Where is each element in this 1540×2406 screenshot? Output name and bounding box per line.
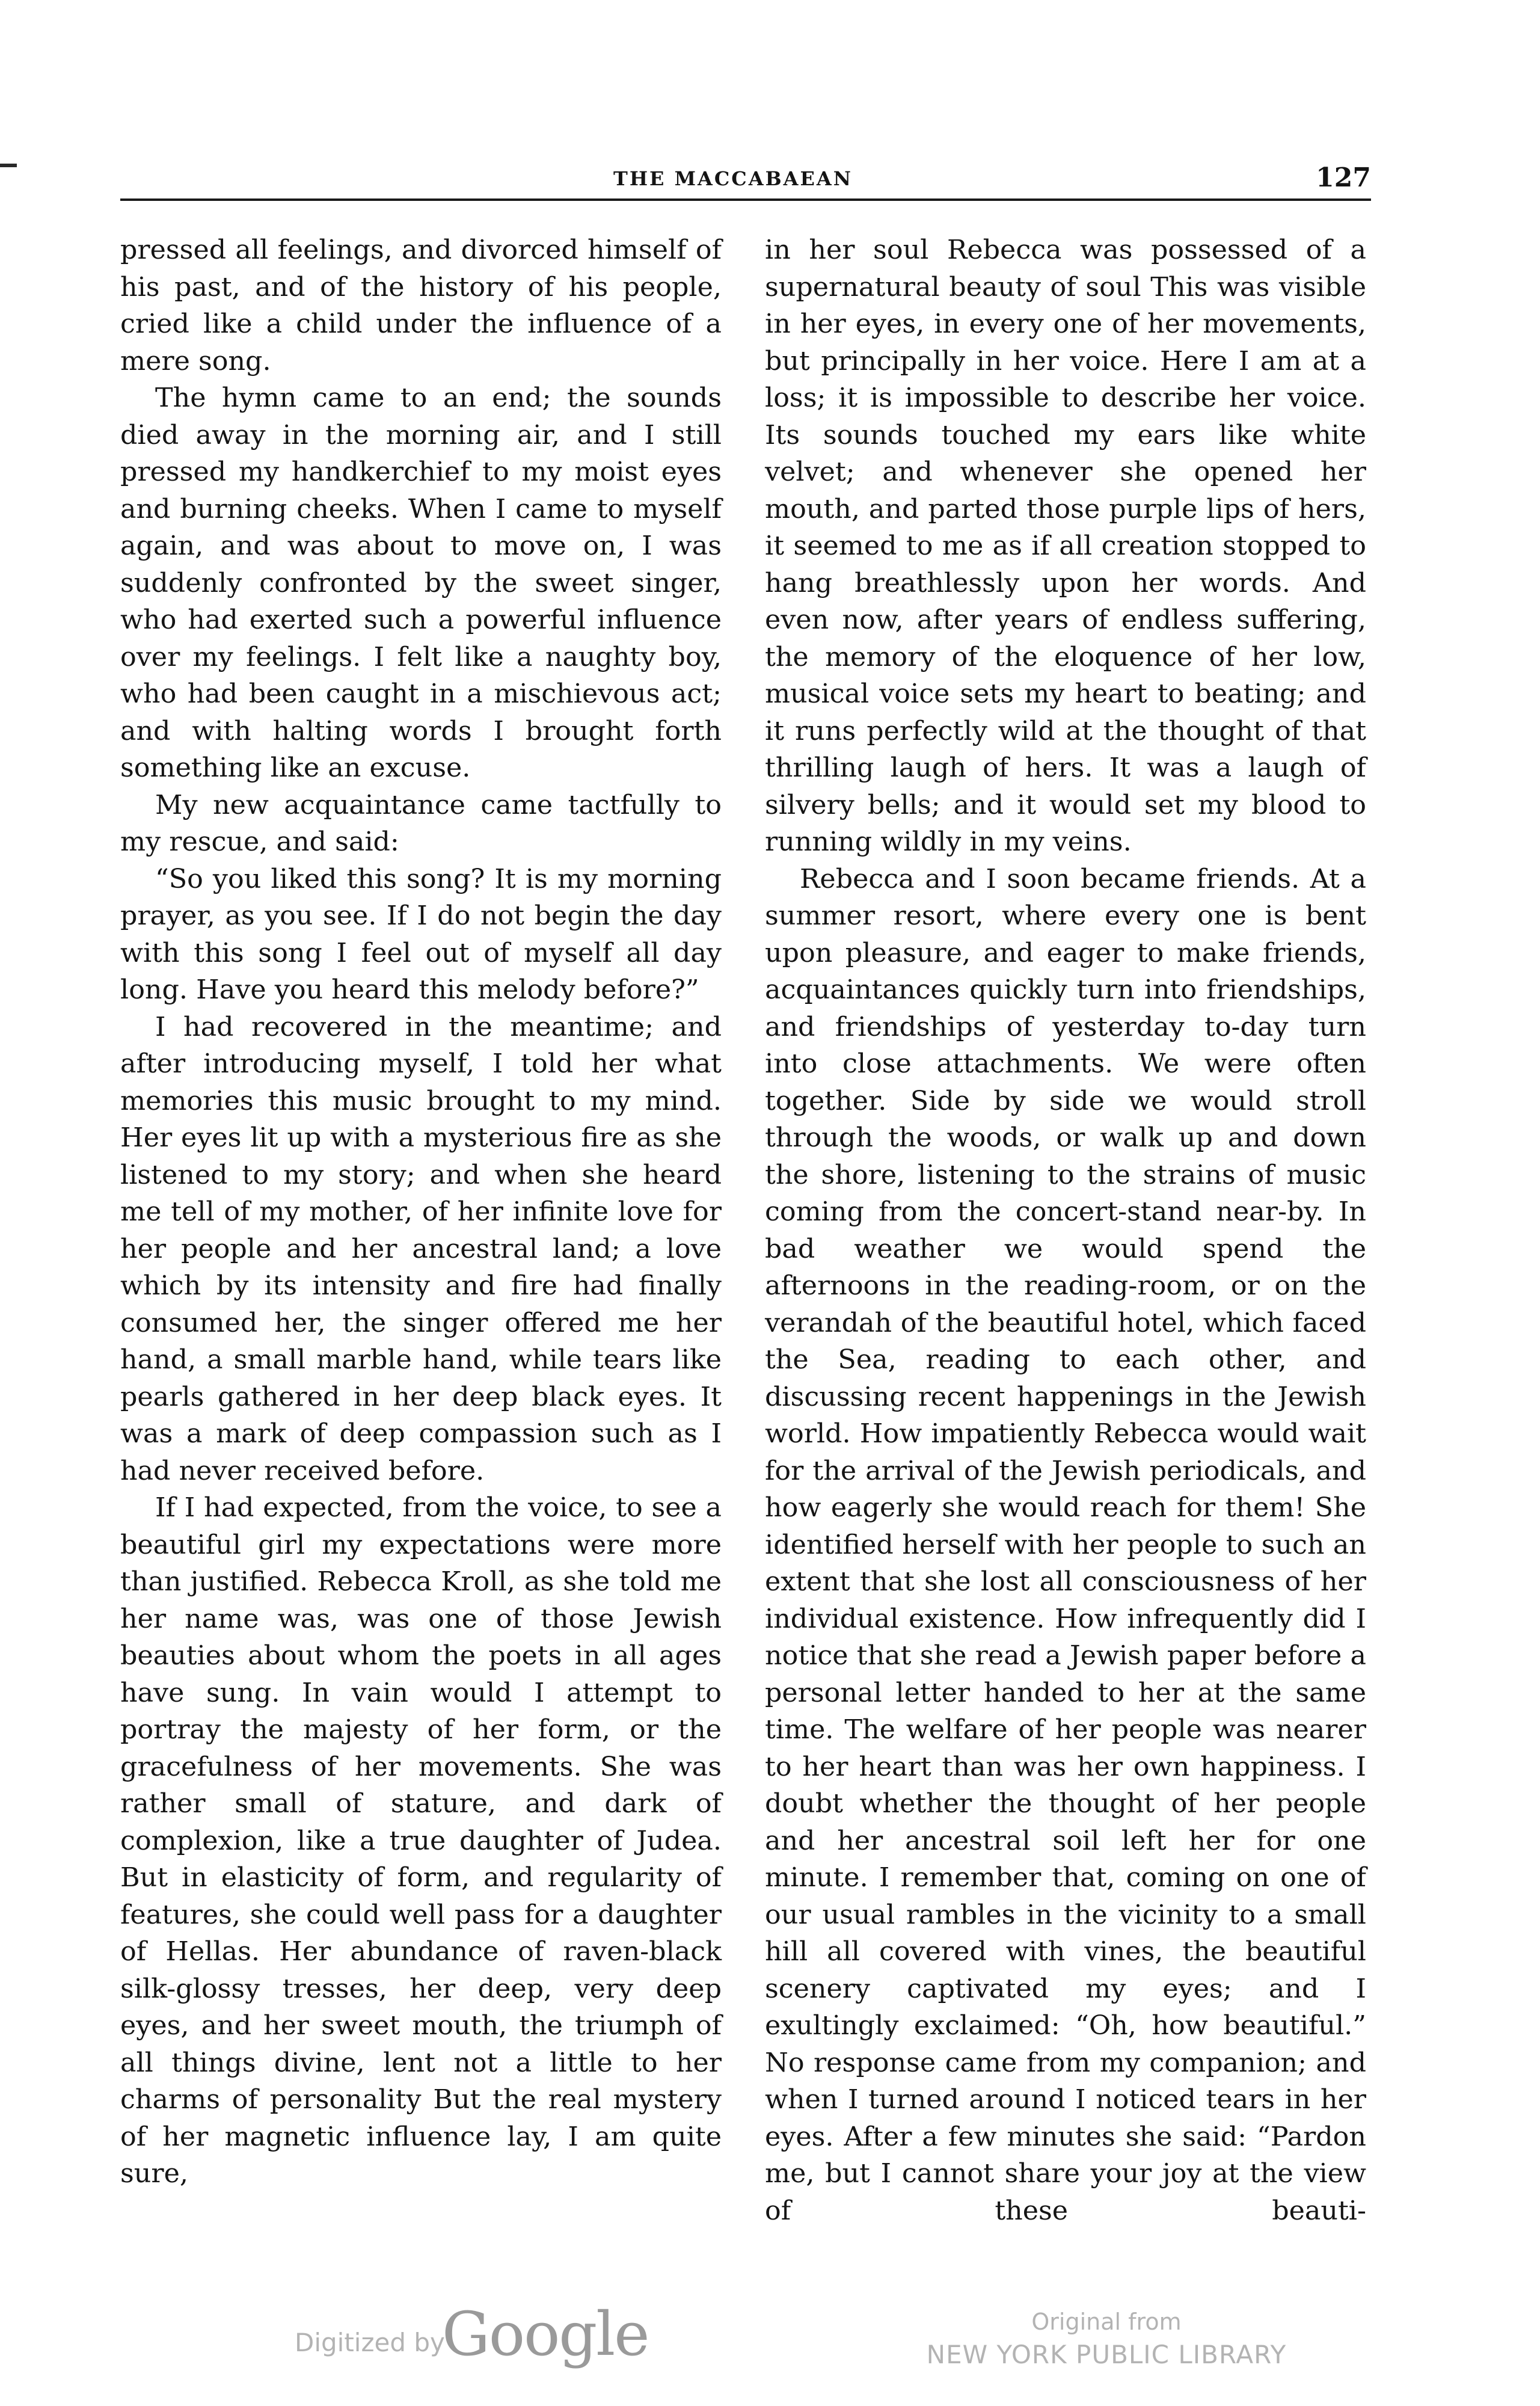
journal-title: THE MACCABAEAN [613,167,853,190]
header-rule [120,198,1371,201]
paragraph: The hymn came to an end; the sounds died away in the morning air, and I still pressed my handkerchief to my moist eyes and burning cheeks. When I came to myself again, and was about to move on, I was suddenly confronted by the sweet singer, who had exerted such a powerful influence over my feelings. I felt like a naughty boy, who had been caught in a mischievous act; and with halting words I brought forth something like an excuse. [120,383,722,783]
paragraph: pressed all feelings, and divorced himself of his past, and of the history of his people, cried like a child under the influence of a mere song. [120,235,722,377]
library-name: NEW YORK PUBLIC LIBRARY [926,2340,1287,2369]
digitized-by-google-watermark [295,2299,649,2370]
right-text-column [765,232,1366,2229]
paragraph: My new acquaintance came tactfully to my rescue, and said: [120,789,722,857]
original-source-watermark [896,2307,1317,2373]
paragraph: in her soul Rebecca was possessed of a supernatural beauty of soul This was visible in her eyes, in every one of her movements, but principally in her voice. Here I am at a loss; it is impossible to describe her voice. Its sounds touched my ears like white velvet; and whenever she opened her mouth, and parted those purple lips of hers, it seemed to me as if all creation stopped to hang breathlessly upon her words. And even now, after years of endless suffering, the memory of the eloquence of her low, musical voice sets my heart to beating; and it runs perfectly wild at the thought of that thrilling laugh of hers. It was a laugh of silvery bells; and it would set my blood to running wildly in my veins. [765,235,1366,857]
paragraph: I had recovered in the meantime; and after introducing myself, I told her what memories this music brought to my mind. Her eyes lit up with a mysterious fire as she listened to my story; and when she heard me tell of my mother, of her infinite love for her people and her ancestral land; a love which by its intensity and fire had finally consumed her, the singer offered me her hand, a small marble hand, while tears like pearls gathered in her deep black eyes. It was a mark of deep compassion such as I had never received before. [120,1011,722,1486]
left-text-column [120,232,722,2192]
paragraph: “So you liked this song? It is my morning prayer, as you see. If I do not begin the day with this song I feel out of myself all day long. Have you heard this melody before?” [120,863,722,1005]
google-logo: Google [442,2299,649,2369]
running-header [120,162,1371,192]
paragraph: Rebecca and I soon became friends. At a summer resort, where every one is bent upon pleasure, and eager to make friends, acquaintances quickly turn into friendships, and friendships of yesterday to-day turn into close attachments. We were often together. Side by side we would stroll through the woods, or walk up and down the shore, listening to the strains of music coming from the concert-stand near-by. In bad weather we would spend the afternoons in the reading-room, or on the verandah of the beautiful hotel, which faced the Sea, reading to each other, and discussing recent happenings in the Jewish world. How impatiently Rebecca would wait for the arrival of the Jewish periodicals, and how eagerly she would reach for them! She identified herself with her people to such an extent that she lost all consciousness of her individual existence. How infrequently did I notice that she read a Jewish paper before a personal letter handed to her at the same time. The welfare of her people was nearer to her heart than was her own happiness. I doubt whether the thought of her people and her ancestral soil left her for one minute. I remember that, coming on one of our usual rambles in the vicinity to a small hill all covered with vines, the beautiful scenery captivated my eyes; and I exultingly exclaimed: “Oh, how beautiful.” No response came from my companion; and when I turned around I noticed tears in her eyes. After a few minutes she said: “Pardon me, but I cannot share your joy at the view of these beauti- [765,863,1366,2226]
page-number: 127 [1316,162,1371,193]
paragraph: If I had expected, from the voice, to see a beautiful girl my expectations were more than justified. Rebecca Kroll, as she told me her name was, was one of those Jewish beauties about whom the poets in all ages have sung. In vain would I attempt to portray the majesty of her form, or the gracefulness of her movements. She was rather small of stature, and dark of complexion, like a true daughter of Judea. But in elasticity of form, and regularity of features, she could well pass for a daughter of Hellas. Her abundance of raven-black silk-glossy tresses, her deep, very deep eyes, and her sweet mouth, the triumph of all things divine, lent not a little to her charms of personality But the real mystery of her magnetic influence lay, I am quite sure, [120,1492,722,2189]
digitized-by-text: Digitized by [295,2328,445,2357]
margin-dash-mark [0,164,17,167]
original-from-text: Original from [1031,2309,1182,2335]
